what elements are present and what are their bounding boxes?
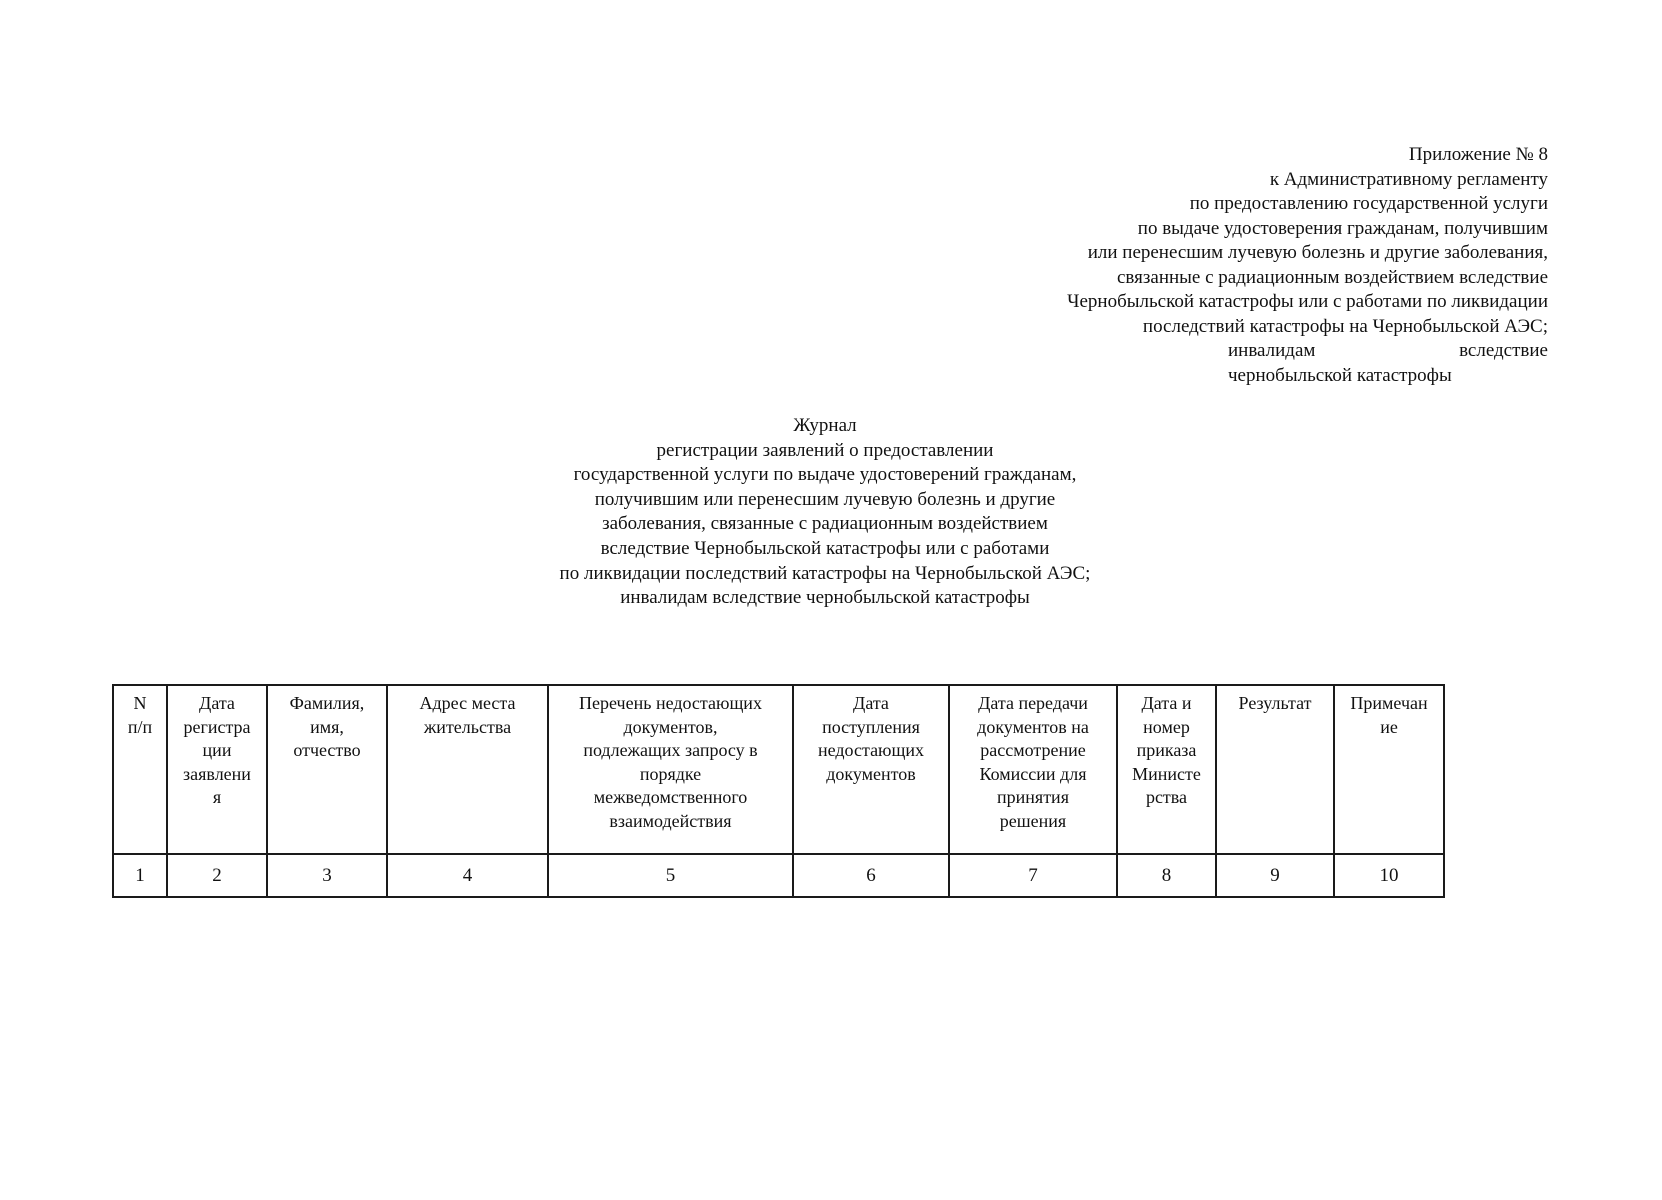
journal-subtitle-line: регистрации заявлений о предоставлении — [656, 439, 994, 461]
appendix-line: к Административному регламенту — [1269, 168, 1548, 190]
column-number-cell: 7 — [949, 854, 1117, 897]
header-line: заявлени — [183, 763, 251, 784]
header-line: Результат — [1238, 693, 1312, 713]
header-line: жительства — [423, 716, 512, 737]
journal-subtitle-line: заболевания, связанные с радиационным воздействием — [602, 513, 1048, 535]
header-line: Дата передачи — [978, 693, 1088, 713]
header-line: ие — [1380, 716, 1398, 737]
header-line: Примечан — [1350, 693, 1428, 713]
header-line: Министе — [1132, 763, 1201, 784]
header-line: Дата и — [1141, 693, 1192, 713]
header-line: подлежащих запросу в — [583, 740, 758, 760]
appendix-line: по предоставлению государственной услуги — [1189, 193, 1548, 214]
header-line: отчество — [293, 740, 361, 760]
header-line: поступления — [822, 716, 920, 737]
header-line: п/п — [127, 716, 153, 737]
appendix-split-right: вследствие — [1459, 340, 1548, 361]
appendix-split-left: инвалидам — [1228, 340, 1316, 361]
header-cell-order-date-number — [1117, 685, 1216, 854]
header-line: Комиссии для — [979, 763, 1087, 784]
header-line: документов на — [977, 716, 1089, 737]
header-cell-registration-date — [167, 685, 267, 854]
journal-subtitle-line: по ликвидации последствий катастрофы на Чернобыльской АЭС; — [559, 562, 1091, 584]
journal-subtitle-line: государственной услуги по выдаче удостоверений гражданам, — [573, 464, 1077, 486]
header-line: N — [133, 693, 147, 713]
journal-subtitle-line: вследствие Чернобыльской катастрофы или с работами — [600, 537, 1050, 559]
column-number-cell: 10 — [1334, 854, 1444, 897]
header-line: я — [212, 787, 222, 807]
header-cell-note — [1334, 685, 1444, 854]
registration-table — [112, 684, 1445, 898]
column-number-cell: 9 — [1216, 854, 1334, 897]
header-line: принятия — [997, 787, 1069, 807]
column-number-cell: 6 — [793, 854, 949, 897]
appendix-line: связанные с радиационным воздействием вследствие — [1117, 266, 1548, 288]
appendix-title: Приложение № 8 — [1408, 144, 1548, 165]
header-line: межведомственного — [593, 787, 748, 807]
header-line: недостающих — [818, 740, 924, 760]
table-number-row — [113, 854, 1444, 897]
appendix-line: последствий катастрофы на Чернобыльской АЭС; — [1142, 315, 1548, 337]
header-line: ции — [202, 740, 232, 760]
header-line: Адрес места — [419, 693, 516, 713]
header-line: рассмотрение — [980, 740, 1086, 760]
column-number-cell: 1 — [113, 854, 167, 897]
header-line: имя, — [310, 716, 344, 737]
table-header-row — [113, 685, 1444, 854]
header-line: Перечень недостающих — [579, 693, 762, 713]
header-cell-result — [1216, 685, 1334, 854]
appendix-line: по выдаче удостоверения гражданам, получившим — [1137, 217, 1548, 239]
header-cell-number — [113, 685, 167, 854]
header-line: документов — [826, 763, 916, 784]
appendix-last-line: чернобыльской катастрофы — [1228, 364, 1452, 386]
header-cell-full-name — [267, 685, 387, 854]
header-cell-address — [387, 685, 548, 854]
header-cell-documents-received-date — [793, 685, 949, 854]
column-number-cell: 8 — [1117, 854, 1216, 897]
header-line: Дата — [199, 693, 235, 713]
header-line: документов, — [623, 716, 718, 737]
column-number-cell: 5 — [548, 854, 793, 897]
header-cell-missing-documents — [548, 685, 793, 854]
appendix-line: Чернобыльской катастрофы или с работами по ликвидации — [1067, 291, 1548, 312]
column-number-cell: 4 — [387, 854, 548, 897]
journal-subtitle-line: инвалидам вследствие чернобыльской катастрофы — [620, 587, 1030, 609]
header-cell-commission-transfer-date — [949, 685, 1117, 854]
header-line: порядке — [639, 763, 702, 784]
header-line: Дата — [853, 693, 889, 713]
appendix-header — [928, 143, 1548, 388]
header-line: номер — [1143, 716, 1190, 737]
header-line: приказа — [1136, 740, 1197, 760]
journal-title-block — [505, 414, 1145, 611]
column-number-cell: 2 — [167, 854, 267, 897]
journal-subtitle-line: получившим или перенесшим лучевую болезнь и другие — [594, 488, 1056, 510]
header-line: Фамилия, — [289, 693, 365, 713]
appendix-line: или перенесшим лучевую болезнь и другие заболевания, — [1087, 242, 1548, 263]
appendix-justified-line — [1228, 339, 1548, 364]
header-line: регистра — [183, 716, 251, 737]
header-line: решения — [999, 810, 1067, 831]
column-number-cell: 3 — [267, 854, 387, 897]
header-line: рства — [1145, 787, 1188, 807]
journal-title: Журнал — [793, 415, 857, 436]
header-line: взаимодействия — [609, 810, 732, 831]
